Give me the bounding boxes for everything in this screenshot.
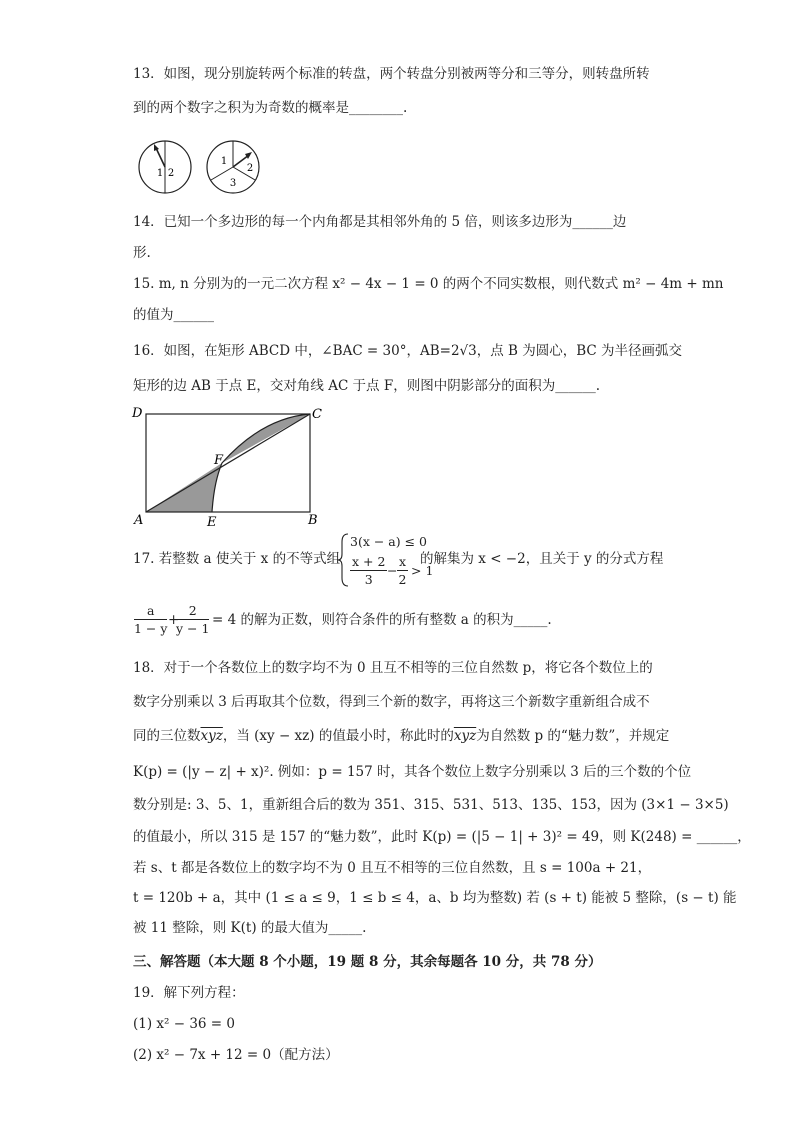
diagonal-ac <box>146 414 310 512</box>
q17-frac1-den: 3 <box>364 572 373 587</box>
q14-line1: 14．已知一个多边形的每一个内角都是其相邻外角的 5 倍，则该多边形为______边 <box>133 214 627 230</box>
q17-eq-fraction-2 <box>176 602 209 637</box>
q19-stem: 19．解下列方程： <box>133 985 245 1001</box>
spinner-a-pointer <box>156 148 165 167</box>
q18-line3 <box>133 726 669 746</box>
q17-eq-tail: = 4 的解为正数，则符合条件的所有整数 a 的积为_____. <box>212 612 552 628</box>
q17-minus: − <box>387 563 398 578</box>
q19-part-1: (1) x² − 36 = 0 <box>133 1016 235 1032</box>
spinner-a-arrowhead <box>154 144 159 151</box>
system-brace <box>338 532 350 588</box>
arc-ec <box>212 414 310 512</box>
q17-prefix: 17. 若整数 a 使关于 x 的不等式组 <box>133 551 341 567</box>
q17-rel: > 1 <box>411 563 434 578</box>
q18-line3-a: 同的三位数 <box>133 728 201 744</box>
q17-inequality-1: 3(x − a) ≤ 0 <box>350 534 428 549</box>
spinner-b-label-2: 2 <box>246 163 254 174</box>
q17-eq-frac2-den: y − 1 <box>176 621 210 636</box>
q17-eq-frac1-den: 1 − y <box>134 621 168 636</box>
label-b: B <box>308 513 318 528</box>
q18-xyz-2: $\overline{xyz}$ <box>453 728 477 744</box>
section-3-title: 三、解答题（本大题 8 个小题，19 题 8 分，其余每题各 10 分，共 78 分） <box>133 954 602 970</box>
label-d: D <box>132 406 143 421</box>
q18-line6: 的值最小，所以 315 是 157 的“魅力数”，此时 K(p) = (|5 − 1| + 3)² = 49，则 K(248) = ______， <box>133 829 751 845</box>
q13-line2: 到的两个数字之积为为奇数的概率是________. <box>133 100 408 116</box>
q17-frac2-den: 2 <box>398 572 407 587</box>
q17-frac2-num: x <box>399 554 407 569</box>
q18-line3-c: 为自然数 p 的“魅力数”，并规定 <box>476 728 670 744</box>
label-c: C <box>312 407 322 422</box>
q18-line9: 被 11 整除，则 K(t) 的最大值为_____. <box>133 920 367 936</box>
spinner-b-label-1: 1 <box>220 156 228 167</box>
q16-line2: 矩形的边 AB 于点 E，交对角线 AC 于点 F，则图中阴影部分的面积为______. <box>133 378 601 394</box>
q18-line5: 数分别是: 3、5、1，重新组合后的数为 351、315、531、513、135、153，因为 (3×1 − 3×5) <box>133 797 729 813</box>
q17-eq-fraction-1 <box>134 602 167 637</box>
rectangle-figure <box>130 402 330 528</box>
q17-eq-frac2-num: 2 <box>176 602 209 620</box>
q14-line2: 形. <box>133 245 151 261</box>
label-a: A <box>134 513 144 528</box>
spinner-b-label-3: 3 <box>229 178 237 189</box>
label-e: E <box>207 515 217 528</box>
q13-line1: 13．如图，现分别旋转两个标准的转盘，两个转盘分别被两等分和三等分，则转盘所转 <box>133 66 650 82</box>
q18-line4: K(p) = (|y − z| + x)². 例如：p = 157 时，其各个数位上数字分别乘以 3 后的三个数的个位 <box>133 764 692 780</box>
q18-line3-b: ，当 (xy − xz) 的值最小时，称此时的 <box>222 728 454 744</box>
q15-line2: 的值为______ <box>133 307 214 323</box>
q17-suffix: 的解集为 x < −2，且关于 y 的分式方程 <box>420 551 664 567</box>
q17-fraction-1 <box>350 553 387 588</box>
q17-frac1-num: x + 2 <box>352 554 386 569</box>
q18-line2: 数字分别乘以 3 后再取其个位数，得到三个新的数字，再将这三个新数字重新组合成不 <box>133 694 650 710</box>
q16-line1: 16．如图，在矩形 ABCD 中，∠BAC = 30°，AB=2√3，点 B 为圆心，BC 为半径画弧交 <box>133 343 683 359</box>
q19-part-2: (2) x² − 7x + 12 = 0（配方法） <box>133 1047 339 1063</box>
spinner-a-label-1: 1 <box>156 168 164 179</box>
q18-line8: t = 120b + a，其中 (1 ≤ a ≤ 9，1 ≤ b ≤ 4，a、b 均为整数) 若 (s + t) 能被 5 整除，(s − t) 能 <box>133 890 737 906</box>
spinner-figure <box>138 138 268 196</box>
q17-eq-frac1-num: a <box>134 602 167 620</box>
spinner-a-label-2: 2 <box>167 168 175 179</box>
label-f: F <box>214 453 224 468</box>
q18-line7: 若 s、t 都是各数位上的数字均不为 0 且互不相等的三位自然数，且 s = 100a + 21， <box>133 860 652 876</box>
q15-line1: 15. m, n 分别为的一元二次方程 x² − 4x − 1 = 0 的两个不同实数根，则代数式 m² − 4m + mn <box>133 276 724 292</box>
q18-line1: 18．对于一个各数位上的数字均不为 0 且互不相等的三位自然数 p，将它各个数位上的 <box>133 660 653 676</box>
q17-eq-plus: + <box>168 612 180 628</box>
q17-fraction-2 <box>397 553 408 588</box>
q18-xyz-1: $\overline{xyz}$ <box>200 728 223 744</box>
